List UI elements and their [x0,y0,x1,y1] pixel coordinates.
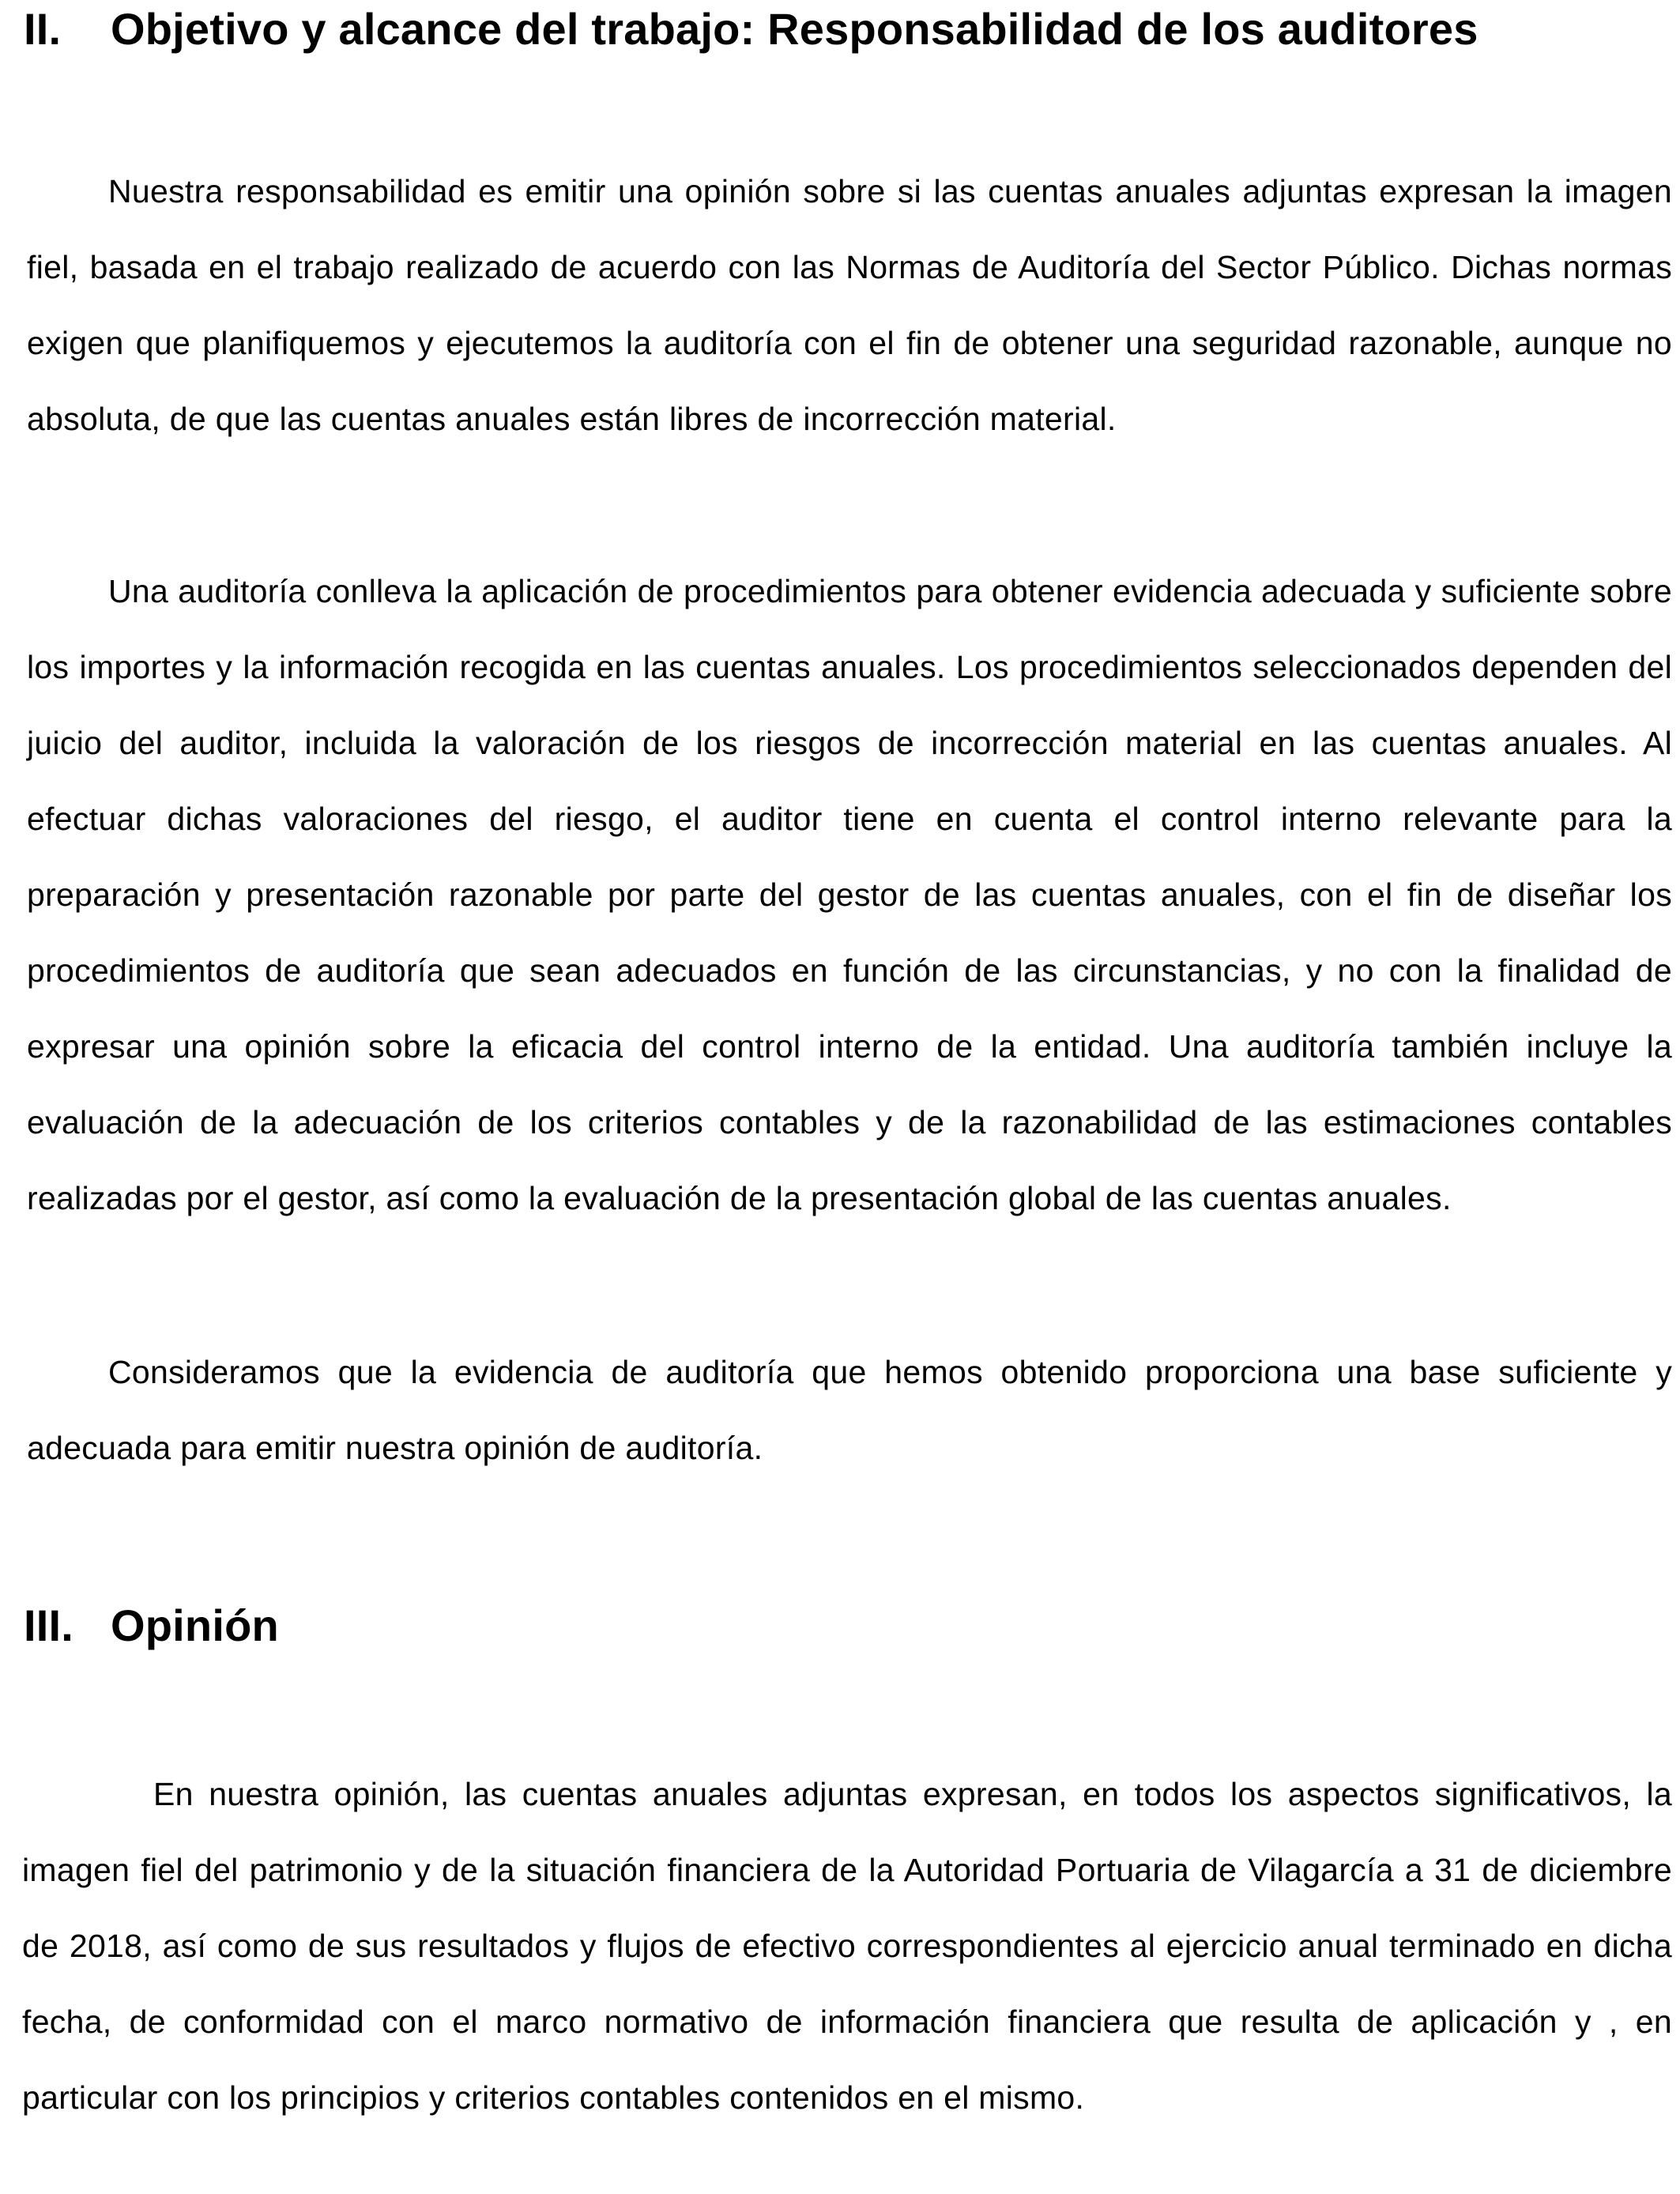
body-paragraph: Consideramos que la evidencia de auditoría que hemos obtenido proporciona una base suficiente y adecuada para emitir nuestra opinión de auditoría. [27,1354,1672,1466]
section-title: Opinión [111,1600,279,1650]
section-number: III. [24,1600,74,1650]
body-paragraph: Una auditoría conlleva la aplicación de procedimientos para obtener evidencia adecuada y suficiente sobre los importes y la información recogida en las cuentas anuales. Los procedimientos seleccionados dependen del juicio del auditor, incluida la valoración de los riesgos de incorrección material en las cuentas anuales. Al efectuar dichas valoraciones del riesgo, el auditor tiene en cuenta el control interno relevante para la preparación y presentación razonable por parte del gestor de las cuentas anuales, con el fin de diseñar los procedimientos de auditoría que sean adecuados en función de las circunstancias, y no con la finalidad de expresar una opinión sobre la eficacia del control interno de la entidad. Una auditoría también incluye la evaluación de la adecuación de los criterios contables y de la razonabilidad de las estimaciones contables realizadas por el gestor, así como la evaluación de la presentación global de las cuentas anuales. [27,573,1672,1216]
section-title: Objetivo y alcance del trabajo: Responsabilidad de los auditores [111,4,1478,54]
body-paragraph: Nuestra responsabilidad es emitir una opinión sobre si las cuentas anuales adjuntas expresan la imagen fiel, basada en el trabajo realizado de acuerdo con las Normas de Auditoría del Sector Público. Dichas normas exigen que planifiquemos y ejecutemos la auditoría con el fin de obtener una seguridad razonable, aunque no absoluta, de que las cuentas anuales están libres de incorrección material. [27,173,1672,437]
section-heading [24,2,1478,57]
body-paragraph: En nuestra opinión, las cuentas anuales adjuntas expresan, en todos los aspectos significativos, la imagen fiel del patrimonio y de la situación financiera de la Autoridad Portuaria de Vilagarcía a 31 de diciembre de 2018, así como de sus resultados y flujos de efectivo correspondientes al ejercicio anual terminado en dicha fecha, de conformidad con el marco normativo de información financiera que resulta de aplicación y , en particular con los principios y criterios contables contenidos en el mismo. [22,1776,1672,2116]
section-number: II. [24,4,62,54]
section-heading [24,1598,279,1653]
